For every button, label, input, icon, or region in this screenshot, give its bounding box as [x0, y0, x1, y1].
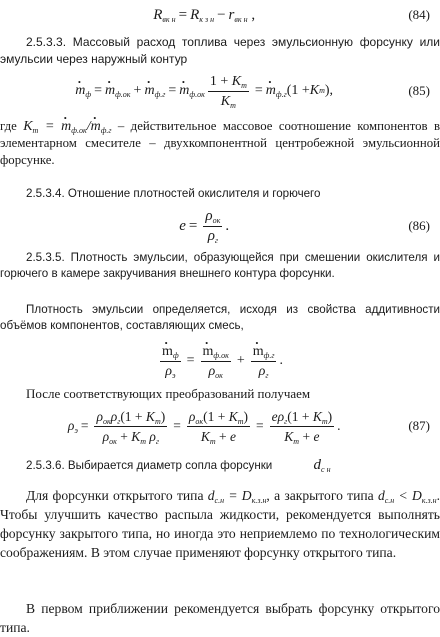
- density-equation: [0, 338, 440, 384]
- equation-86: [0, 204, 440, 248]
- density-paragraph: [0, 302, 440, 334]
- nozzle-diameter-symbol: $d_{с н}$: [313, 457, 331, 474]
- km-definition: $K_m$ = · $m_{ф.ок}/\cdot m_{ф.г}$: [23, 119, 111, 134]
- section-text: 2.5.3.5. Плотность эмульсии, образующейся при смешении окислителя и горючего в камере закручивания внешнего контура форсунки.: [0, 251, 440, 280]
- equation-number: (87): [408, 418, 430, 433]
- first-approx-paragraph: [0, 599, 440, 637]
- equation-87: [0, 402, 440, 450]
- density-equation-body: · $\frac{m_ф}{\rho_э}$ = · $\frac{m_{ф.ок}}{\rho_{ок}}$ + · $\frac{m_{ф.г}}{\rho_г}$ .: [0, 343, 440, 380]
- open-type-mid: , а закрытого типа: [266, 488, 374, 503]
- equation-number: (84): [408, 7, 430, 22]
- equation-number: (86): [408, 218, 430, 233]
- section-2-5-3-5: [0, 250, 440, 282]
- open-type-pre: Для форсунки открытого типа: [26, 488, 204, 503]
- after-text: После соответствующих преобразований получаем: [26, 386, 311, 401]
- where-prefix: где: [0, 119, 17, 133]
- where-paragraph: [0, 118, 440, 169]
- where-text: – действительное массовое соотношение компонентов в элементарном смесителе – двухкомпонентной центробежной эмульсионной форсунке.: [0, 119, 440, 167]
- equation-87-body: $\rho_э$ = $\frac{\rho_{ок}\rho_г(1 + K_m)}{\rho_{ок} + K_m \rho_г}$ = $\frac{\rho_{ок}(1 + K_m)}{K_m + e}$ = $\frac{e\rho_г(1 + K_m)}{K_m + e}$ .: [67, 408, 341, 446]
- equation-84-body: $R_{вк н}$ = $R_{к з н}$ − $r_{вк н}$ ,: [153, 6, 256, 24]
- section-text: Массовый расход топлива через эмульсионную форсунку или эмульсии через наружный контур: [0, 35, 440, 66]
- first-approx-text: В первом приближении рекомендуется выбрать форсунку открытого типа.: [0, 601, 440, 635]
- section-text: 2.5.3.6. Выбирается диаметр сопла форсунки: [26, 459, 273, 472]
- closed-type-condition: $d_{с.н} < D_{к.з.н}$: [377, 488, 437, 505]
- after-paragraph: [0, 386, 440, 403]
- open-type-paragraph: [0, 486, 440, 562]
- equation-84: [0, 2, 440, 28]
- density-text: Плотность эмульсии определяется, исходя из свойства аддитивности объёмов компонентов, составляющих смесь,: [0, 303, 440, 332]
- section-text: 2.5.3.4. Отношение плотностей окислителя и горючего: [26, 187, 321, 200]
- section-2-5-3-6: [0, 457, 440, 475]
- section-2-5-3-4: [0, 186, 440, 203]
- equation-85: [0, 68, 440, 114]
- section-2-5-3-3: [0, 34, 440, 67]
- equation-86-body: e = $\frac{\rho_{ок}}{\rho_г}$ .: [179, 207, 230, 245]
- open-type-post: . Чтобы улучшить качество распыла жидкости, рекомендуется выполнять форсунку закрытого типа, но иногда это неприемлемо по технологическим соображениям. В этом случае применяют форсунку открытого типа.: [0, 488, 440, 560]
- equation-number: (85): [408, 83, 430, 98]
- section-heading: 2.5.3.3.: [26, 35, 67, 49]
- open-type-condition: $d_{с.н} = D_{к.з.н}$: [207, 488, 267, 505]
- equation-85-body: · $m_ф$ = · $m_{ф.ок}$ + · $m_{ф.г}$ = · $m_{ф.ок}$ $\frac{1 + K_m}{K_m}$ = · $m_{ф.г}$ (1 + K m ),: [0, 73, 408, 110]
